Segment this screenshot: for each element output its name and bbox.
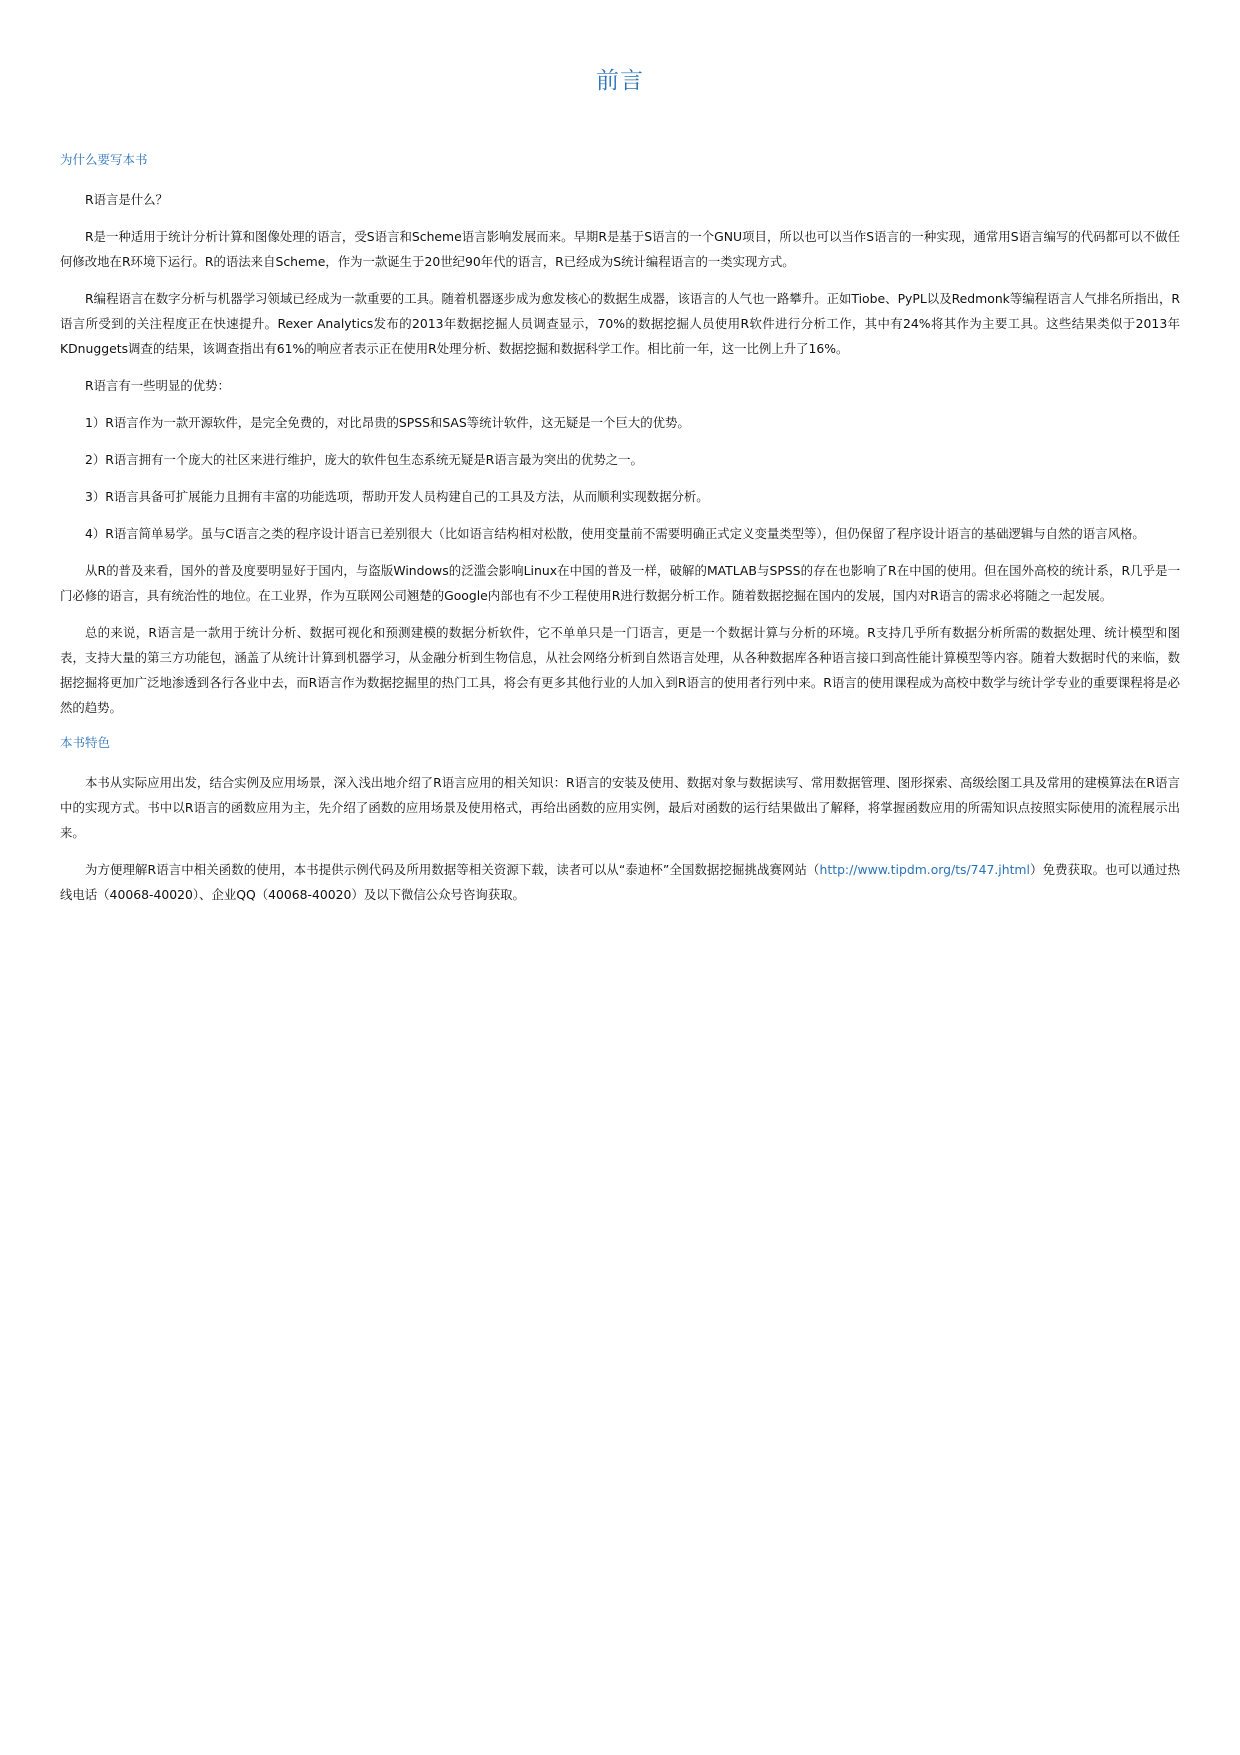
section-why-write: [60, 149, 1180, 720]
section-heading-why: 为什么要写本书: [60, 152, 148, 167]
paragraph: 总的来说，R语言是一款用于统计分析、数据可视化和预测建模的数据分析软件，它不单单只是一门语言，更是一个数据计算与分析的环境。R支持几乎所有数据分析所需的数据处理、统计模型和图表，支持大量的第三方功能包，涵盖了从统计计算到机器学习，从金融分析到生物信息，从社会网络分析到自然语言处理，从各种数据库各种语言接口到高性能计算模型等内容。随着大数据时代的来临，数据挖掘将更加广泛地渗透到各行各业中去，而R语言作为数据挖掘里的热门工具，将会有更多其他行业的人加入到R语言的使用者行列中来。R语言的使用课程成为高校中数学与统计学专业的重要课程将是必然的趋势。: [60, 625, 1180, 715]
paragraph-resources-text-after: ）免费获取。也可以通过热线电话（40068-40020）、企业QQ（40068-40020）及以下微信公众号咨询获取。: [60, 862, 1180, 902]
list-item-advantage-4: 4）R语言简单易学。虽与C语言之类的程序设计语言已差别很大（比如语言结构相对松散，使用变量前不需要明确正式定义变量类型等），但仍保留了程序设计语言的基础逻辑与自然的语言风格。: [85, 526, 1145, 541]
list-item-advantage-3: 3）R语言具备可扩展能力且拥有丰富的功能选项，帮助开发人员构建自己的工具及方法，从而顺利实现数据分析。: [85, 489, 709, 504]
paragraph-resources-text-before: 为方便理解R语言中相关函数的使用，本书提供示例代码及所用数据等相关资源下载，读者可以从“泰迪杯”全国数据挖掘挑战赛网站（: [85, 862, 820, 877]
paragraph: R是一种适用于统计分析计算和图像处理的语言，受S语言和Scheme语言影响发展而来。早期R是基于S语言的一个GNU项目，所以也可以当作S语言的一种实现，通常用S语言编写的代码都可以不做任何修改地在R环境下运行。R的语法来自Scheme，作为一款诞生于20世纪90年代的语言，R已经成为S统计编程语言的一类实现方式。: [60, 229, 1180, 269]
section-heading-features: 本书特色: [60, 735, 111, 750]
paragraph: R语言有一些明显的优势：: [85, 378, 230, 393]
paragraph-resources: [60, 857, 1180, 907]
page-title: 前言: [596, 68, 644, 94]
paragraph: 本书从实际应用出发，结合实例及应用场景，深入浅出地介绍了R语言应用的相关知识：R语言的安装及使用、数据对象与数据读写、常用数据管理、图形探索、高级绘图工具及常用的建模算法在R语言中的实现方式。书中以R语言的函数应用为主，先介绍了函数的应用场景及使用格式，再给出函数的应用实例，最后对函数的运行结果做出了解释，将掌握函数应用的所需知识点按照实际使用的流程展示出来。: [60, 775, 1180, 840]
list-item-advantage-2: 2）R语言拥有一个庞大的社区来进行维护，庞大的软件包生态系统无疑是R语言最为突出的优势之一。: [85, 452, 643, 467]
paragraph: 从R的普及来看，国外的普及度要明显好于国内，与盗版Windows的泛滥会影响Linux在中国的普及一样，破解的MATLAB与SPSS的存在也影响了R在中国的使用。但在国外高校的统计系，R几乎是一门必修的语言，具有统治性的地位。在工业界，作为互联网公司翘楚的Google内部也有不少工程使用R进行数据分析工作。随着数据挖掘在国内的发展，国内对R语言的需求必将随之一起发展。: [60, 563, 1180, 603]
section-features: [60, 732, 1180, 907]
paragraph: R编程语言在数字分析与机器学习领域已经成为一款重要的工具。随着机器逐步成为愈发核心的数据生成器，该语言的人气也一路攀升。正如Tiobe、PyPL以及Redmonk等编程语言人气排名所指出，R语言所受到的关注程度正在快速提升。Rexer Analytics发布的2013年数据挖掘人员调查显示，70%的数据挖掘人员使用R软件进行分析工作，其中有24%将其作为主要工具。这些结果类似于2013年KDnuggets调查的结果，该调查指出有61%的响应者表示正在使用R处理分析、数据挖掘和数据科学工作。相比前一年，这一比例上升了16%。: [60, 291, 1180, 356]
resource-download-link[interactable]: http://www.tipdm.org/ts/747.jhtml: [819, 862, 1030, 877]
paragraph: R语言是什么？: [85, 192, 168, 207]
list-item-advantage-1: 1）R语言作为一款开源软件，是完全免费的，对比昂贵的SPSS和SAS等统计软件，这无疑是一个巨大的优势。: [85, 415, 690, 430]
